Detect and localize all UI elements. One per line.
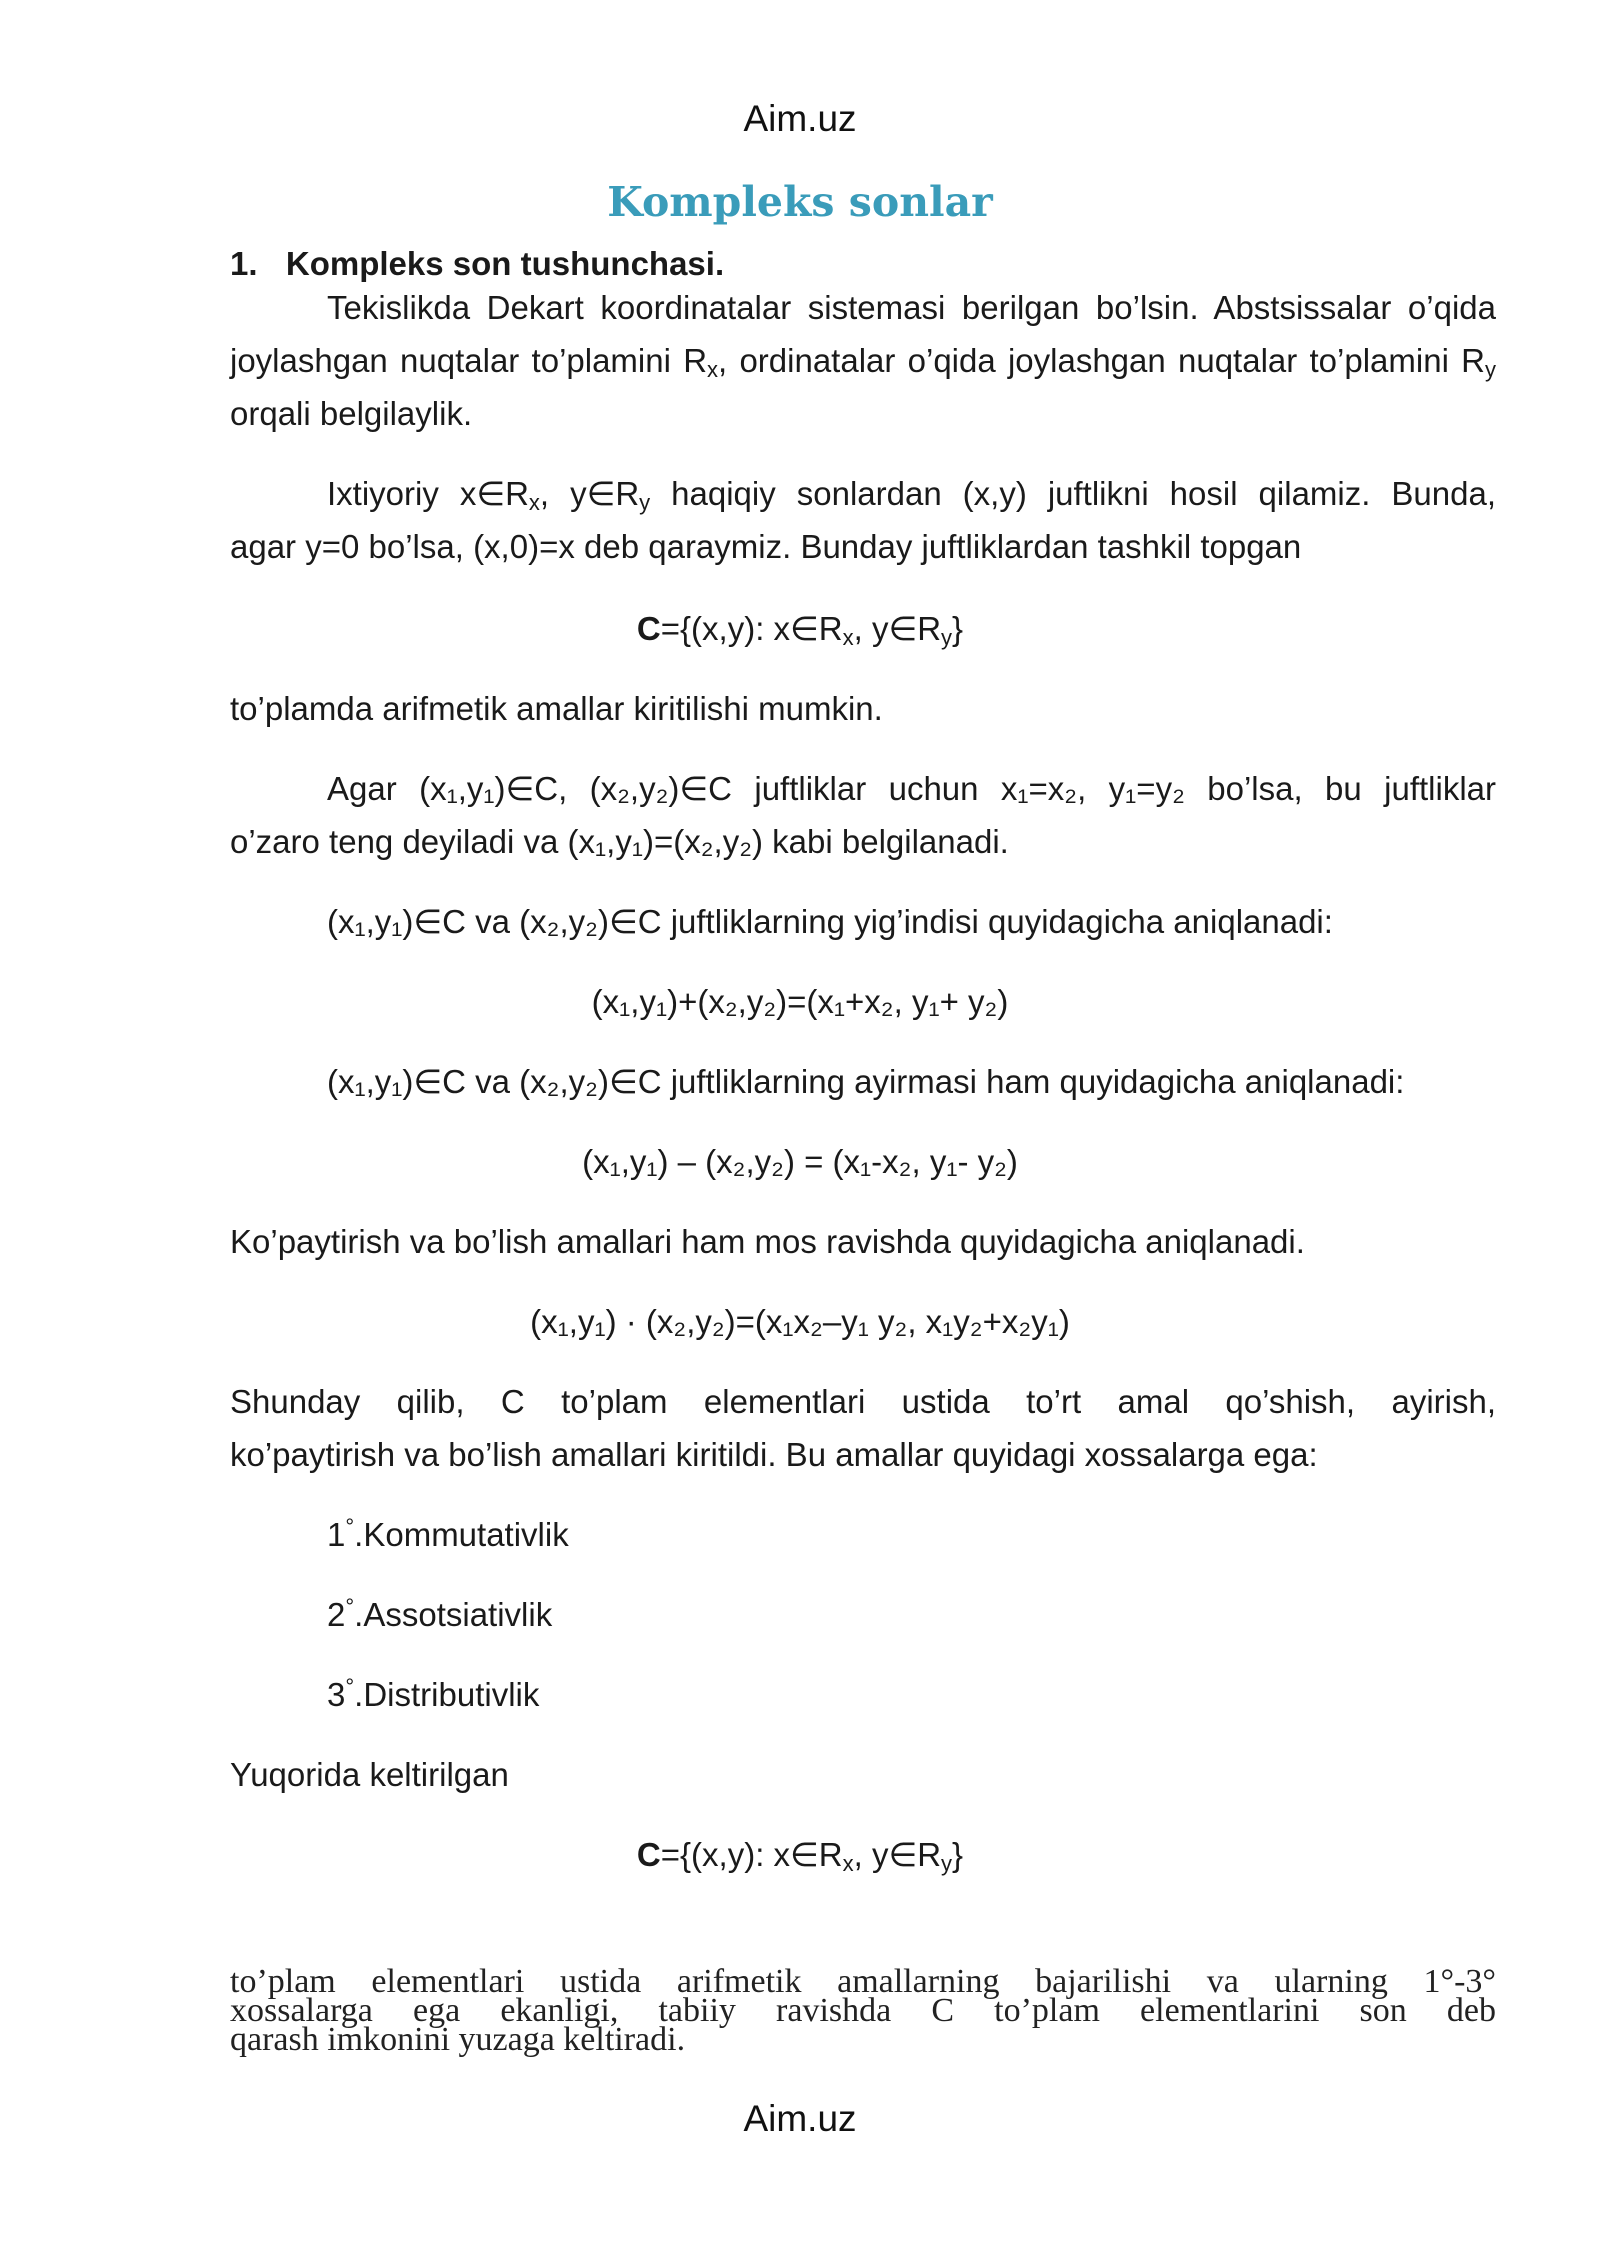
formula-product: (x₁,y₁) · (x₂,y₂)=(x₁x₂–y₁ y₂, x₁y₂+x₂y₁) bbox=[530, 1303, 1070, 1340]
formula-sum: (x₁,y₁)+(x₂,y₂)=(x₁+x₂, y₁+ y₂) bbox=[591, 983, 1009, 1020]
formula-set-c: C={(x,y): $x\in R_x$, $y\in R_y$} bbox=[636, 610, 964, 650]
paragraph-9: Yuqorida keltirilgan bbox=[230, 1756, 509, 1793]
page-footer: Aim.uz bbox=[743, 2098, 857, 2139]
section-heading-text: Kompleks son tushunchasi. bbox=[285, 245, 725, 282]
property-1: 1°.Kommutativlik bbox=[327, 1514, 569, 1553]
paragraph-10-line-2: xossalarga ega ekanligi, tabiiy ravishda C to’plam elementlarini son deb bbox=[230, 1992, 1496, 2029]
paragraph-3: to’plamda arifmetik amallar kiritilishi mumkin. bbox=[230, 690, 883, 727]
page-header: Aim.uz bbox=[743, 98, 857, 139]
section-number: 1. bbox=[230, 245, 258, 282]
paragraph-8-line-1: Shunday qilib, C to’plam elementlari ustida to’rt amal qo’shish, ayirish, bbox=[230, 1383, 1496, 1420]
paragraph-10-line-1: to’plam elementlari ustida arifmetik amallarning bajarilishi va ularning 1°-3° bbox=[230, 1963, 1496, 2000]
paragraph-4-line-1: Agar (x₁,y₁)∈C, (x₂,y₂)∈C juftliklar uchun x₁=x₂, y₁=y₂ bo’lsa, bu juftliklar bbox=[327, 770, 1496, 807]
paragraph-7: Ko’paytirish va bo’lish amallari ham mos ravishda quyidagicha aniqlanadi. bbox=[230, 1223, 1305, 1260]
paragraph-6: (x₁,y₁)∈C va (x₂,y₂)∈C juftliklarning ayirmasi ham quyidagicha aniqlanadi: bbox=[327, 1063, 1405, 1100]
paragraph-2-line-1: Ixtiyoriy $x\in R_x$, $y\in R_y$ haqiqiy sonlardan (x,y) juftlikni hosil qilamiz. Bunda, bbox=[327, 475, 1496, 515]
paragraph-4-line-2: o’zaro teng deyiladi va (x₁,y₁)=(x₂,y₂) kabi belgilanadi. bbox=[230, 823, 1009, 860]
paragraph-10-line-3: qarash imkonini yuzaga keltiradi. bbox=[230, 2021, 686, 2058]
document-title: Kompleks sonlar bbox=[607, 178, 993, 226]
formula-set-c-repeat: C={(x,y): $x\in R_x$, $y\in R_y$} bbox=[636, 1836, 964, 1876]
paragraph-8-line-2: ko’paytirish va bo’lish amallari kiritildi. Bu amallar quyidagi xossalarga ega: bbox=[230, 1436, 1318, 1473]
paragraph-1: Tekislikda Dekart koordinatalar sistemasi berilgan bo’lsin. Abstsissalar o’qida joylashgan nuqtalar to’plamini $R_x$, ordinatalar o’qida joylashgan nuqtalar to’plamini $R_y$ orqali belgilaylik. bbox=[230, 289, 1496, 432]
paragraph-5: (x₁,y₁)∈C va (x₂,y₂)∈C juftliklarning yig’indisi quyidagicha aniqlanadi: bbox=[327, 903, 1333, 940]
property-2: 2°.Assotsiativlik bbox=[327, 1594, 553, 1633]
property-3: 3°.Distributivlik bbox=[327, 1674, 540, 1713]
formula-difference: (x₁,y₁) – (x₂,y₂) = (x₁-x₂, y₁- y₂) bbox=[582, 1143, 1018, 1180]
paragraph-2-line-2: agar y=0 bo’lsa, (x,0)=x deb qaraymiz. Bunday juftliklardan tashkil topgan bbox=[230, 528, 1302, 565]
